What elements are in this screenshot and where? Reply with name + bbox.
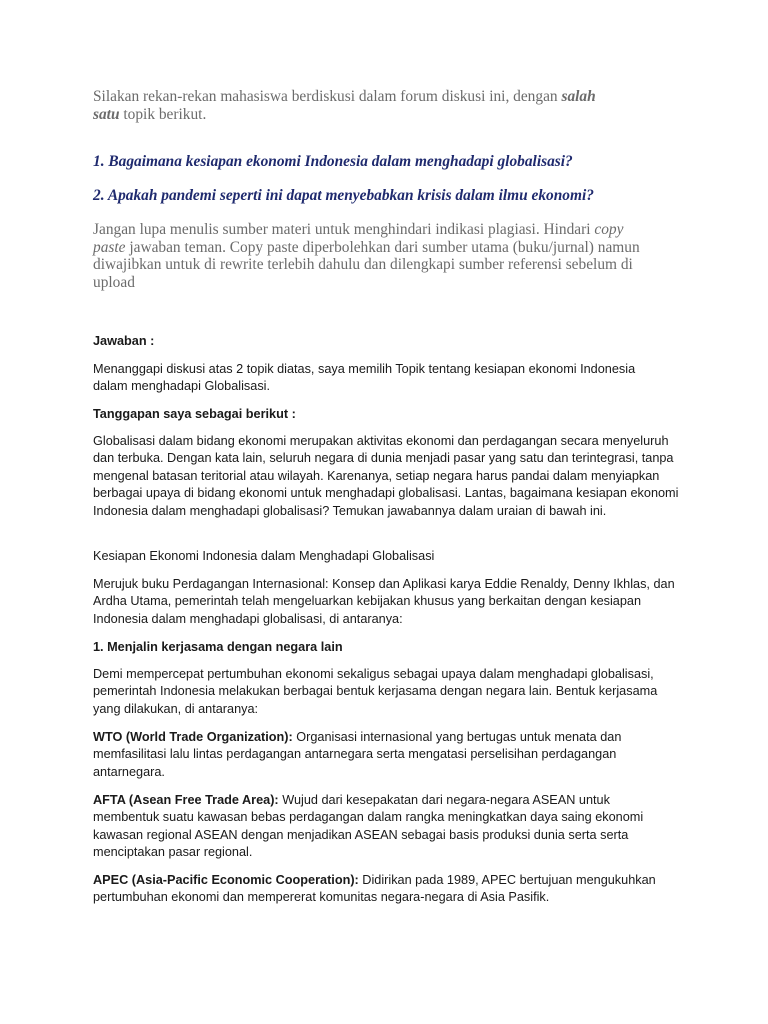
section-title: Kesiapan Ekonomi Indonesia dalam Menghadapi Globalisasi bbox=[93, 549, 435, 563]
note-text: Jangan lupa menulis sumber materi untuk menghindari indikasi plagiasi. Hindari bbox=[93, 221, 595, 238]
intro-text-end: topik berikut. bbox=[119, 105, 207, 123]
intro-emphasis-2: satu bbox=[93, 105, 120, 123]
cooperation-paragraph: Demi mempercepat pertumbuhan ekonomi sekaligus sebagai upaya dalam menghadapi globalisasi, pemerintah Indonesia melakukan berbagai bentuk kerjasama dengan negara lain. Bentuk kerjasama yang dilakukan, di antaranya: bbox=[93, 667, 658, 716]
org-apec-desc: Didirikan pada 1989, APEC bertujuan mengukuhkan pertumbuhan ekonomi dan mempererat komunitas negara-negara di Asia Pasifik. bbox=[93, 873, 656, 905]
org-wto-desc: Organisasi internasional yang bertugas untuk menata dan memfasilitasi lalu lintas perdagangan antarnegara serta mengatasi perselisihan perdagangan antarnegara. bbox=[93, 730, 622, 779]
intro-paragraph bbox=[93, 88, 613, 123]
note-text-end: jawaban teman. Copy paste diperbolehkan dari sumber utama (buku/jurnal) namun diwajibkan untuk di rewrite terlebih dahulu dan dilengkapi sumber referensi sebelum di upload bbox=[93, 238, 640, 291]
org-wto-name: WTO (World Trade Organization): bbox=[93, 730, 293, 744]
org-apec-name: APEC (Asia-Pacific Economic Cooperation): bbox=[93, 873, 359, 887]
note-emphasis-2: paste bbox=[93, 238, 126, 256]
org-afta-desc: Wujud dari kesepakatan dari negara-negara ASEAN untuk membentuk suatu kawasan bebas perdagangan dalam rangka meningkatkan daya saing ekonomi kawasan regional ASEAN dengan menjadikan ASEAN sebagai basis produksi dunia serta serta menciptakan pasar regional. bbox=[93, 793, 644, 860]
question-1: 1. Bagaimana kesiapan ekonomi Indonesia dalam menghadapi globalisasi? bbox=[93, 153, 573, 170]
org-wto bbox=[93, 729, 653, 781]
answer-intro: Menanggapi diskusi atas 2 topik diatas, saya memilih Topik tentang kesiapan ekonomi Indonesia dalam menghadapi Globalisasi. bbox=[93, 362, 636, 394]
plagiarism-note bbox=[93, 221, 653, 291]
intro-emphasis: salah bbox=[561, 88, 596, 105]
reference-paragraph: Merujuk buku Perdagangan Internasional: Konsep dan Aplikasi karya Eddie Renaldy, Denny Ikhlas, dan Ardha Utama, pemerintah telah mengeluarkan kebijakan khusus yang berkaitan dengan kesiapan Indonesia dalam menghadapi globalisasi, di antaranya: bbox=[93, 577, 675, 626]
response-heading: Tanggapan saya sebagai berikut : bbox=[93, 407, 296, 421]
org-afta-name: AFTA (Asean Free Trade Area): bbox=[93, 793, 279, 807]
question-2: 2. Apakah pandemi seperti ini dapat menyebabkan krisis dalam ilmu ekonomi? bbox=[93, 187, 594, 204]
point-1-heading: 1. Menjalin kerjasama dengan negara lain bbox=[93, 640, 343, 654]
intro-text: Silakan rekan-rekan mahasiswa berdiskusi dalam forum diskusi ini, dengan bbox=[93, 88, 562, 105]
globalization-paragraph: Globalisasi dalam bidang ekonomi merupakan aktivitas ekonomi dan perdagangan secara menyeluruh dan terbuka. Dengan kata lain, seluruh negara di dunia menjadi pasar yang satu dan terintegrasi, tanpa mengenal batasan teritorial atau wilayah. Karenanya, setiap negara harus pandai dalam menyiapkan berbagai upaya di bidang ekonomi untuk menghadapi globalisasi. Lantas, bagaimana kesiapan ekonomi Indonesia dalam menghadapi globalisasi? Temukan jawabannya dalam uraian di bawah ini. bbox=[93, 434, 679, 518]
note-emphasis: copy bbox=[594, 221, 624, 238]
org-apec bbox=[93, 872, 673, 907]
org-afta bbox=[93, 792, 663, 862]
answer-heading: Jawaban : bbox=[93, 334, 155, 348]
